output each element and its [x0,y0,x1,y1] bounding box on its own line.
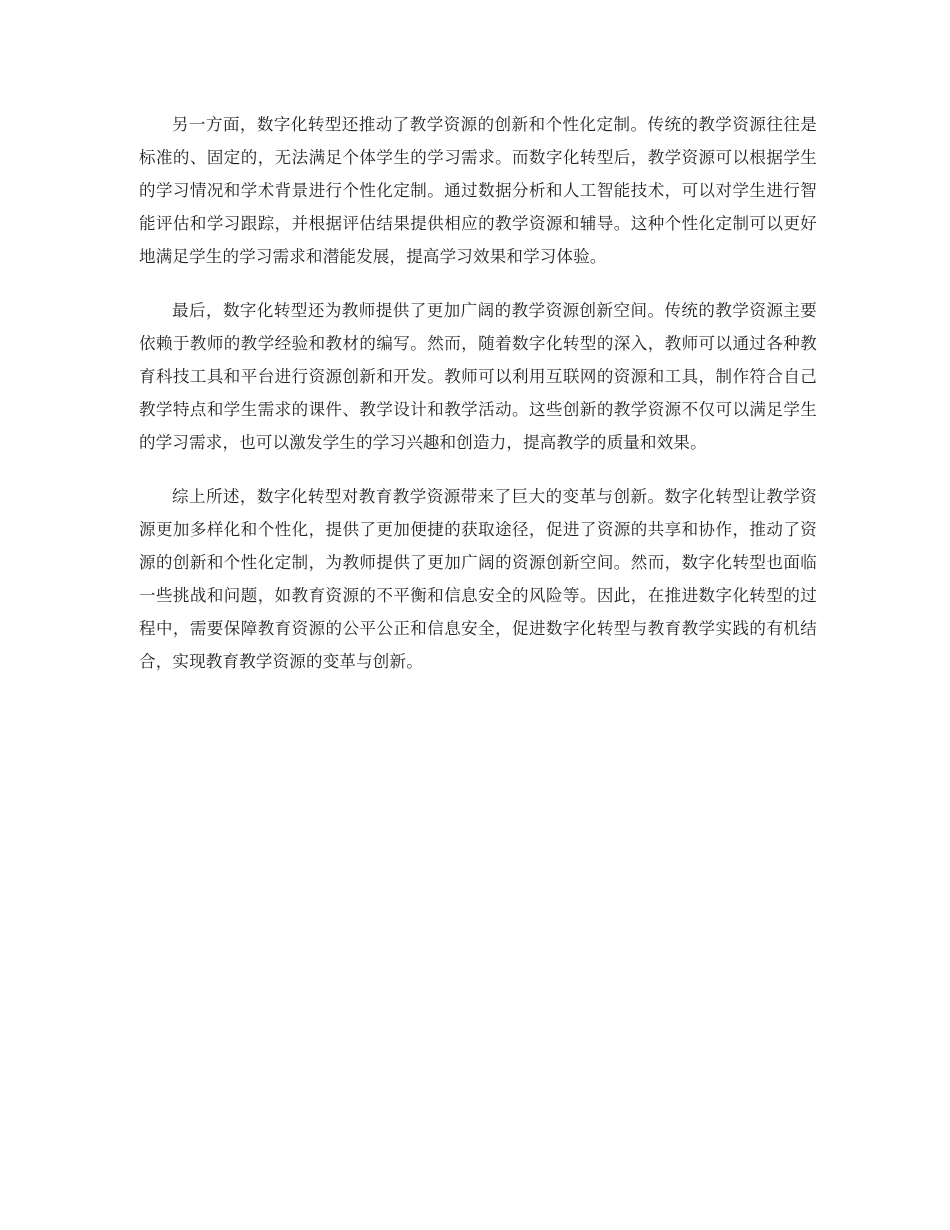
paragraph-teacher-innovation: 最后，数字化转型还为教师提供了更加广阔的教学资源创新空间。传统的教学资源主要依赖于教师的教学经验和教材的编写。然而，随着数字化转型的深入，教师可以通过各种教育科技工具和平台进行资源创新和开发。教师可以利用互联网的资源和工具，制作符合自己教学特点和学生需求的课件、教学设计和教学活动。这些创新的教学资源不仅可以满足学生的学习需求，也可以激发学生的学习兴趣和创造力，提高教学的质量和效果。 [139,301,817,452]
document-body [139,108,817,678]
paragraph-conclusion: 综上所述，数字化转型对教育教学资源带来了巨大的变革与创新。数字化转型让教学资源更加多样化和个性化，提供了更加便捷的获取途径，促进了资源的共享和协作，推动了资源的创新和个性化定制，为教师提供了更加广阔的资源创新空间。然而，数字化转型也面临一些挑战和问题，如教育资源的不平衡和信息安全的风险等。因此，在推进数字化转型的过程中，需要保障教育资源的公平公正和信息安全，促进数字化转型与教育教学实践的有机结合，实现教育教学资源的变革与创新。 [139,487,817,671]
paragraph-resource-customization: 另一方面，数字化转型还推动了教学资源的创新和个性化定制。传统的教学资源往往是标准的、固定的，无法满足个体学生的学习需求。而数字化转型后，教学资源可以根据学生的学习情况和学术背景进行个性化定制。通过数据分析和人工智能技术，可以对学生进行智能评估和学习跟踪，并根据评估结果提供相应的教学资源和辅导。这种个性化定制可以更好地满足学生的学习需求和潜能发展，提高学习效果和学习体验。 [139,115,817,266]
